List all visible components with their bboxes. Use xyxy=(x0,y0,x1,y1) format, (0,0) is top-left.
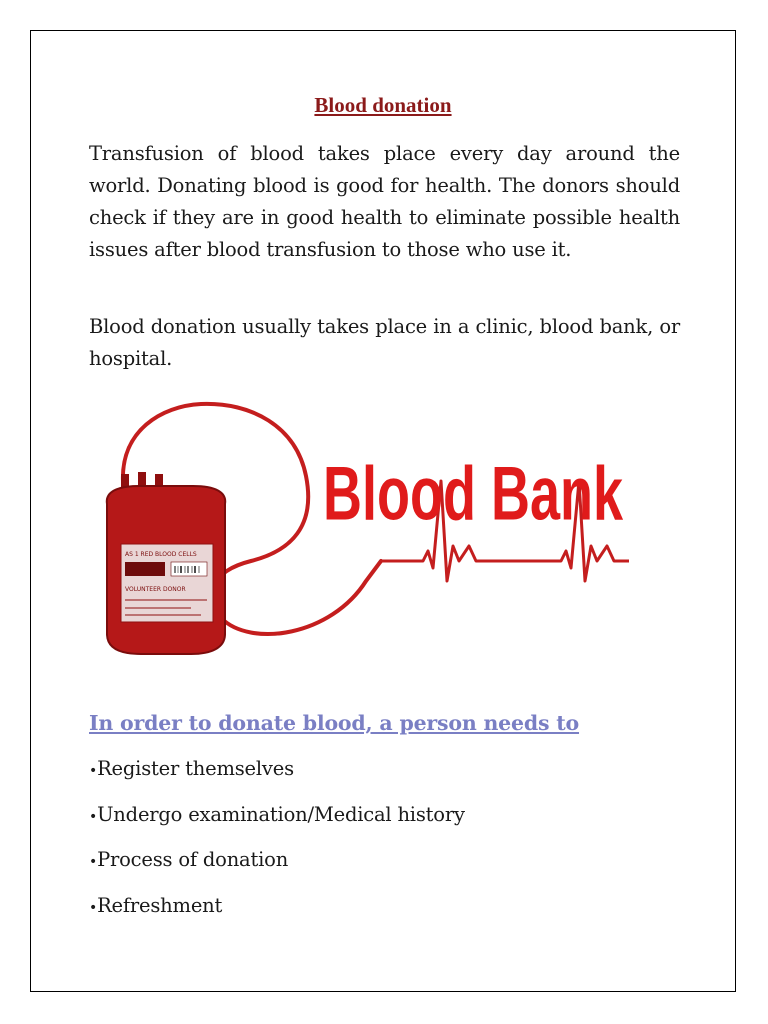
requirements-heading: In order to donate blood, a person needs to xyxy=(89,711,580,735)
blood-bank-heading: Blood Bank xyxy=(323,452,624,537)
requirements-list xyxy=(89,755,465,937)
bag-label-line-1: AS 1 RED BLOOD CELLS xyxy=(125,551,197,558)
list-item: •Register themselves xyxy=(89,757,294,780)
blood-bank-illustration xyxy=(91,386,691,656)
list-item: •Refreshment xyxy=(89,893,223,917)
document-title: Blood donation xyxy=(314,93,452,117)
bag-label-line-2: VOLUNTEER DONOR xyxy=(125,586,186,593)
intro-paragraph: Transfusion of blood takes place every day around the world. Donating blood is good for health. The donors should check if they are in good health to eliminate possible health issues after blood transfusion to those who use it. xyxy=(89,142,680,261)
list-item: •Process of donation xyxy=(89,848,289,871)
location-paragraph: Blood donation usually takes place in a clinic, blood bank, or hospital. xyxy=(89,315,680,370)
list-item: •Undergo examination/Medical history xyxy=(89,802,465,826)
document-page xyxy=(30,30,736,992)
